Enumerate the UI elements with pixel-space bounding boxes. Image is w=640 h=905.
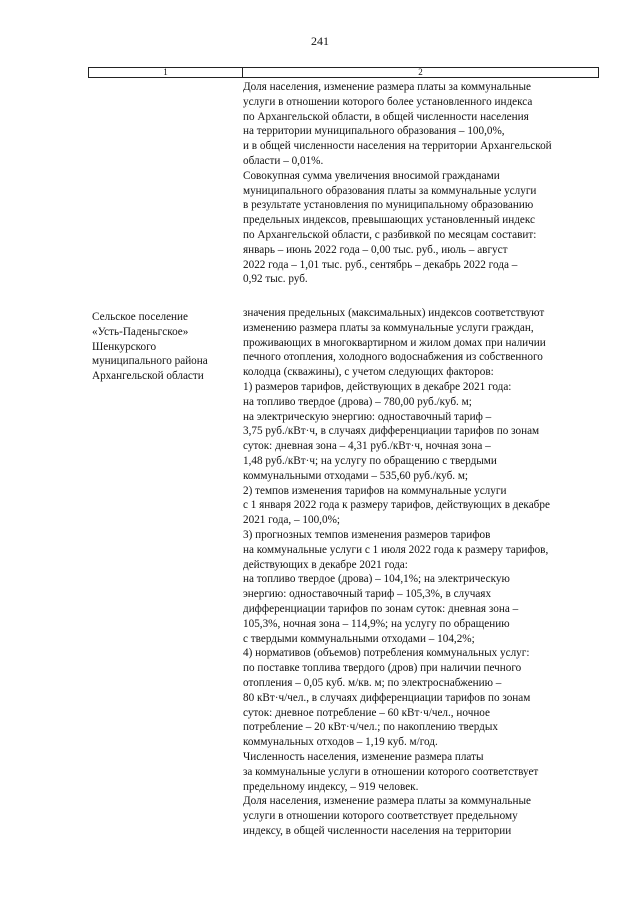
text-line: коммунальных отходов – 1,19 куб. м/год. [243,736,438,749]
text-line: 3,75 руб./кВт·ч, в случаях дифференциации тарифов по зонам [243,425,540,438]
text-line: 105,3%, ночная зона – 114,9%; на услугу по обращению [243,617,510,630]
text-line: 2022 года – 1,01 тыс. руб., сентябрь – декабрь 2022 года – [243,258,518,271]
municipality-line: Шенкурского [92,340,157,353]
text-line: с твердыми коммунальными отходами – 104,2%; [243,632,475,645]
municipality-line: «Усть-Паденьгское» [92,325,189,338]
text-line: по поставке топлива твердого (дров) при наличии печного [243,662,522,675]
page-number: 241 [311,34,329,48]
text-line: индексу, в общей численности населения на территории [243,824,512,837]
text-line: на территории муниципального образования – 100,0%, [243,125,505,138]
text-line: области – 0,01%. [243,154,324,167]
text-line: 1) размеров тарифов, действующих в декабре 2021 года: [243,380,512,393]
text-line: по Архангельской области, в общей численности населения [243,110,529,123]
text-line: на электрическую энергию: одноставочный тариф – [243,410,492,423]
text-line: 1,48 руб./кВт·ч; на услугу по обращению с твердыми [243,454,497,467]
text-line: Численность населения, изменение размера платы [243,750,484,763]
text-line: 80 кВт·ч/чел., в случаях дифференциации тарифов по зонам [243,691,531,704]
text-line: на топливо твердое (дрова) – 780,00 руб./куб. м; [243,395,472,408]
municipality-line: муниципального района [92,355,208,368]
text-line: 3) прогнозных темпов изменения размеров тарифов [243,528,491,541]
text-line: суток: дневная зона – 4,31 руб./кВт·ч, ночная зона – [243,440,491,453]
text-line: на коммунальные услуги с 1 июля 2022 года к размеру тарифов, [243,543,549,556]
municipality-entry-text [243,306,603,839]
text-line: энергию: одноставочный тариф – 105,3%, в случаях [243,588,492,601]
text-line: услуги в отношении которого более установленного индекса [243,95,533,108]
text-line: Совокупная сумма увеличения вносимой гражданами [243,169,500,182]
text-line: отопления – 0,05 куб. м/кв. м; по электроснабжению – [243,676,502,689]
text-line: потребление – 20 кВт·ч/чел.; по накоплению твердых [243,721,498,734]
text-line: Доля населения, изменение размера платы за коммунальные [243,81,531,93]
text-line: с 1 января 2022 года к размеру тарифов, действующих в декабре [243,499,550,512]
text-line: проживающих в многоквартирном и жилом домах при наличии [243,336,546,349]
table-header-col2: 2 [418,67,423,77]
text-line: изменению размера платы за коммунальные услуги граждан, [243,321,534,334]
text-line: суток: дневное потребление – 60 кВт·ч/чел., ночное [243,706,490,719]
text-line: предельному индексу, – 919 человек. [243,780,419,793]
text-line: значения предельных (максимальных) индексов соответствуют [243,307,545,319]
text-line: на топливо твердое (дрова) – 104,1%; на электрическую [243,573,510,586]
text-line: 2) темпов изменения тарифов на коммунальные услуги [243,484,507,497]
text-line: услуги в отношении которого соответствует предельному [243,810,518,823]
text-line: январь – июнь 2022 года – 0,00 тыс. руб., июль – август [243,243,508,256]
text-line: муниципального образования платы за коммунальные услуги [243,184,537,197]
text-line: предельных индексов, превышающих установленный индекс [243,214,535,227]
text-line: 2021 года, – 100,0%; [243,514,340,527]
text-line: коммунальными отходами – 535,60 руб./куб. м; [243,469,469,482]
text-line: колодца (скважины), с учетом следующих факторов: [243,366,494,379]
text-line: Доля населения, изменение размера платы за коммунальные [243,795,531,808]
previous-entry-text [243,80,603,287]
text-line: в результате установления по муниципальному образованию [243,199,534,212]
municipality-line: Сельское поселение [92,311,188,323]
table-header-row [88,67,599,78]
municipality-name [92,310,242,384]
text-line: дифференциации тарифов по зонам суток: дневная зона – [243,602,519,615]
municipality-line: Архангельской области [92,370,204,383]
text-line: 4) нормативов (объемов) потребления коммунальных услуг: [243,647,530,660]
text-line: действующих в декабре 2021 года: [243,558,408,571]
text-line: по Архангельской области, с разбивкой по месяцам составит: [243,228,537,241]
text-line: и в общей численности населения на территории Архангельской [243,140,552,153]
text-line: за коммунальные услуги в отношении которого соответствует [243,765,539,778]
text-line: печного отопления, холодного водоснабжения из собственного [243,351,543,364]
table-header-col1: 1 [89,68,243,77]
text-line: 0,92 тыс. руб. [243,273,308,286]
